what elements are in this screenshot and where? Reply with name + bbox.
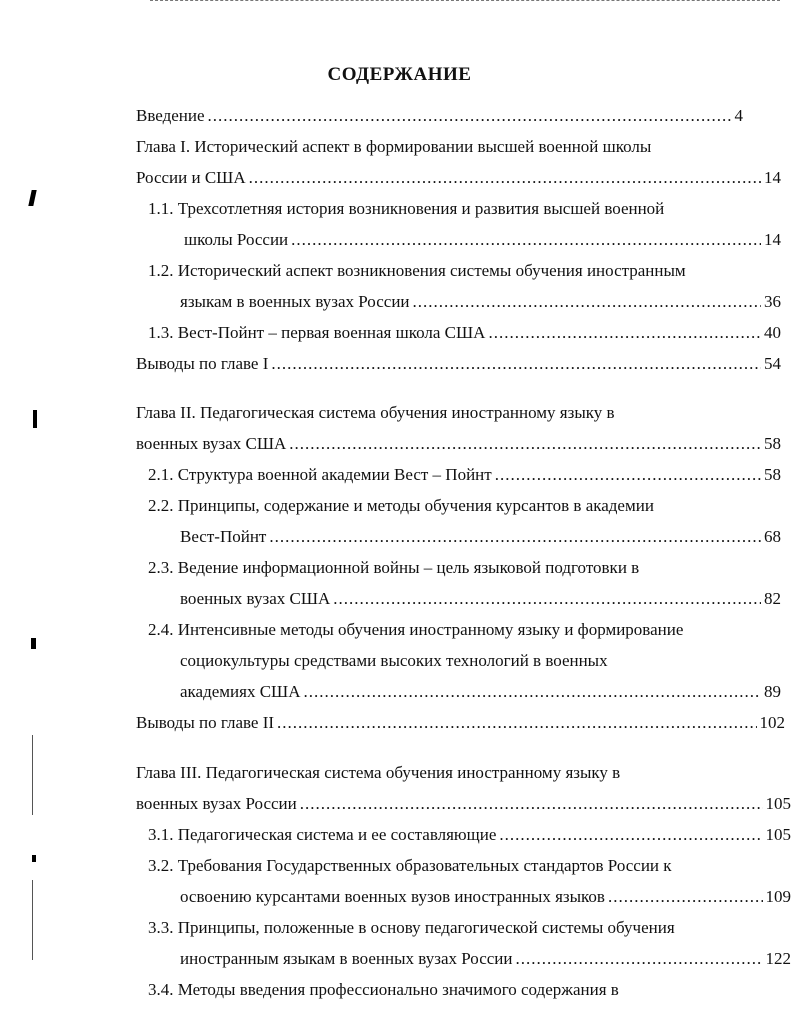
toc-page-number: 14 — [764, 230, 781, 249]
toc-entry-s34[interactable] — [148, 978, 619, 1002]
margin-mark — [31, 638, 36, 649]
toc-entry-text: Выводы по главе I — [136, 354, 269, 373]
toc-entry-text: 1.1. Трехсотлетняя история возникновения и развития высшей военной — [148, 199, 665, 218]
leader-dots — [269, 525, 761, 549]
toc-entry-ch3[interactable] — [136, 761, 620, 785]
toc-page-number: 68 — [764, 527, 781, 546]
toc-entry-s13[interactable] — [148, 321, 781, 345]
leader-dots — [499, 823, 762, 847]
margin-line — [32, 880, 33, 960]
toc-entry-text: освоению курсантами военных вузов иностранных языков — [180, 887, 605, 906]
toc-entry-text: школы России — [184, 230, 289, 249]
leader-dots — [333, 587, 761, 611]
toc-entry-ch2-cont[interactable] — [136, 432, 781, 456]
toc-page-number: 14 — [764, 168, 781, 187]
margin-mark — [32, 855, 36, 862]
toc-entry-text: социокультуры средствами высоких технологий в военных — [180, 651, 608, 670]
toc-page-number: 105 — [765, 825, 791, 844]
toc-entry-text: 3.4. Методы введения профессионально значимого содержания в — [148, 980, 619, 999]
toc-entry-text: Глава III. Педагогическая система обучения иностранному языку в — [136, 763, 621, 782]
toc-entry-text: академиях США — [180, 682, 301, 701]
margin-mark — [33, 410, 37, 428]
page-title: СОДЕРЖАНИЕ — [327, 64, 472, 85]
leader-dots — [300, 792, 763, 816]
toc-entry-text: 2.3. Ведение информационной войны – цель языковой подготовки в — [148, 558, 640, 577]
scan-edge-line — [150, 0, 780, 4]
toc-entry-text: Выводы по главе II — [136, 713, 275, 732]
leader-dots — [289, 432, 761, 456]
toc-entry-text: Глава II. Педагогическая система обучения иностранному языку в — [136, 403, 615, 422]
toc-entry-ch3-cont[interactable] — [136, 792, 791, 816]
toc-entry-concl2[interactable] — [136, 711, 785, 735]
leader-dots — [277, 711, 756, 735]
toc-entry-text: 3.2. Требования Государственных образовательных стандартов России к — [148, 856, 672, 875]
toc-entry-s24-cont[interactable] — [180, 649, 608, 673]
toc-page-number: 89 — [764, 682, 781, 701]
toc-entry-text: Введение — [136, 106, 205, 125]
toc-entry-s33-cont[interactable] — [180, 947, 791, 971]
toc-entry-s23[interactable] — [148, 556, 639, 580]
leader-dots — [516, 947, 763, 971]
toc-entry-text: России и США — [136, 168, 246, 187]
toc-entry-text: языкам в военных вузах России — [180, 292, 410, 311]
toc-entry-ch2[interactable] — [136, 401, 615, 425]
leader-dots — [208, 104, 732, 128]
toc-page-number: 82 — [764, 589, 781, 608]
leader-dots — [495, 463, 761, 487]
toc-entry-text: 2.2. Принципы, содержание и методы обучения курсантов в академии — [148, 496, 654, 515]
toc-entry-s31[interactable] — [148, 823, 791, 847]
toc-entry-text: 2.4. Интенсивные методы обучения иностранному языку и формирование — [148, 620, 684, 639]
toc-page-number: 105 — [765, 794, 791, 813]
toc-page-number: 122 — [765, 949, 791, 968]
toc-entry-s32-cont[interactable] — [180, 885, 791, 909]
toc-entry-text: 1.3. Вест-Пойнт – первая военная школа США — [148, 323, 486, 342]
toc-entry-s22-cont[interactable] — [180, 525, 781, 549]
toc-page-number: 54 — [764, 354, 781, 373]
toc-entry-text: 2.1. Структура военной академии Вест – Пойнт — [148, 465, 492, 484]
toc-entry-s24[interactable] — [148, 618, 683, 642]
toc-page-number: 40 — [764, 323, 781, 342]
margin-mark — [28, 190, 36, 206]
leader-dots — [413, 290, 761, 314]
toc-entry-s12[interactable] — [148, 259, 686, 283]
toc-entry-s21[interactable] — [148, 463, 781, 487]
margin-line — [32, 735, 33, 815]
leader-dots — [488, 321, 761, 345]
toc-page-number: 36 — [764, 292, 781, 311]
toc-entry-text: военных вузах России — [136, 794, 297, 813]
toc-page-number: 102 — [759, 713, 785, 732]
toc-page-number: 109 — [765, 887, 791, 906]
toc-page-number: 58 — [764, 465, 781, 484]
toc-entry-text: военных вузах США — [180, 589, 331, 608]
toc-entry-s22[interactable] — [148, 494, 654, 518]
leader-dots — [249, 166, 761, 190]
toc-entry-ch1[interactable] — [136, 135, 651, 159]
toc-page-number: 58 — [764, 434, 781, 453]
toc-entry-s24-cont2[interactable] — [180, 680, 781, 704]
toc-entry-text: 3.3. Принципы, положенные в основу педагогической системы обучения — [148, 918, 675, 937]
toc-entry-text: иностранным языкам в военных вузах России — [180, 949, 513, 968]
toc-entry-concl1[interactable] — [136, 352, 781, 376]
leader-dots — [291, 228, 761, 252]
toc-page-number: 4 — [734, 106, 743, 125]
leader-dots — [608, 885, 763, 909]
toc-entry-text: 1.2. Исторический аспект возникновения системы обучения иностранным — [148, 261, 686, 280]
toc-entry-text: Глава I. Исторический аспект в формировании высшей военной школы — [136, 137, 652, 156]
toc-entry-text: 3.1. Педагогическая система и ее составляющие — [148, 825, 497, 844]
toc-entry-s23-cont[interactable] — [180, 587, 781, 611]
toc-entry-ch1-cont[interactable] — [136, 166, 781, 190]
toc-entry-intro[interactable] — [136, 104, 743, 128]
toc-entry-s11-cont[interactable] — [184, 228, 781, 252]
leader-dots — [271, 352, 761, 376]
toc-entry-text: Вест-Пойнт — [180, 527, 267, 546]
toc-entry-text: военных вузах США — [136, 434, 287, 453]
toc-entry-s12-cont[interactable] — [180, 290, 781, 314]
leader-dots — [303, 680, 761, 704]
toc-entry-s11[interactable] — [148, 197, 664, 221]
toc-entry-s32[interactable] — [148, 854, 672, 878]
toc-entry-s33[interactable] — [148, 916, 675, 940]
